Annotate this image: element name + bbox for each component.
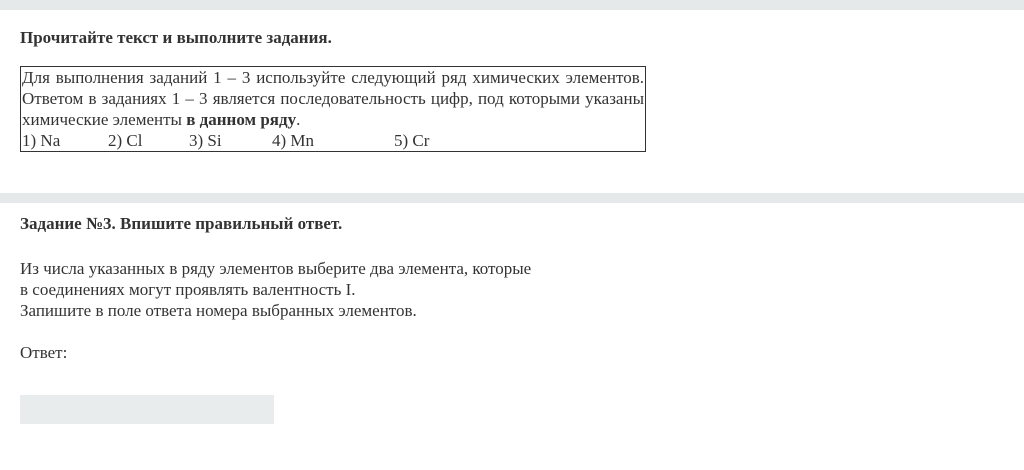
paragraph-end: . — [296, 110, 301, 129]
task-line: в соединениях могут проявлять валентность I. — [20, 280, 356, 299]
element-item: 3) Si — [189, 131, 222, 150]
task-line: Из числа указанных в ряду элементов выберите два элемента, которые — [20, 259, 532, 278]
paragraph-text: Для выполнения заданий 1 – 3 используйте следующий ряд химических элементов. Ответом в заданиях 1 – 3 является последовательность цифр, под которыми указаны химические элементы — [22, 68, 644, 129]
reading-section — [0, 10, 1024, 193]
paragraph-bold-text: в данном ряду — [186, 110, 297, 129]
top-divider — [0, 0, 1024, 10]
element-item: 5) Cr — [394, 131, 430, 150]
element-item: 4) Mn — [272, 131, 315, 150]
answer-input[interactable] — [20, 395, 274, 424]
section-divider — [0, 193, 1024, 203]
task-section — [0, 203, 1024, 470]
elements-row — [22, 130, 644, 151]
reading-text-box — [20, 66, 646, 152]
reading-heading: Прочитайте текст и выполните задания. — [20, 28, 332, 47]
element-item: 2) Cl — [108, 131, 143, 150]
answer-label: Ответ: — [20, 343, 68, 362]
task-heading: Задание №3. Впишите правильный ответ. — [20, 214, 343, 233]
task-line: Запишите в поле ответа номера выбранных элементов. — [20, 301, 417, 320]
element-item: 1) Na — [22, 131, 61, 150]
reading-paragraph — [22, 67, 644, 130]
task-instructions — [20, 258, 531, 321]
